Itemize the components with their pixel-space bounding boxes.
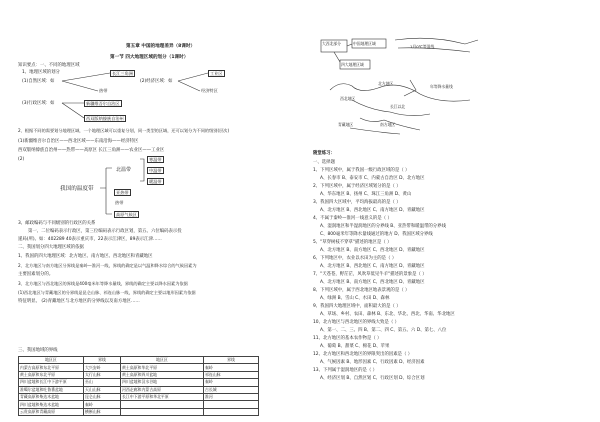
table-header: 地区区 [19, 357, 84, 364]
table-cell: 四川盆地和汉水谷地 [121, 379, 204, 386]
question: 10、北方地区与西北地区的界线大致是（ ） [313, 320, 400, 325]
table-cell: 昆仑山脉 [84, 393, 121, 400]
table-cell: 太行山脉 [84, 371, 121, 378]
q3-text2: 递局(所)。如：402289 40表示重庆市，22表示江津区，89表示江津…… [18, 237, 162, 242]
table-title: 三、我国地域的界线 [18, 348, 58, 353]
question: 6、下列地区中，农业以水田为主的是（ ） [313, 256, 397, 261]
question-options: A、湿润地区和半湿润地区的分界线 B、亚热带和暖温带的分界线 [320, 224, 446, 229]
question: 11、北方地区的基本农作物是（ ） [313, 336, 382, 341]
question-options: C、800毫米年等降水量线通过的地方 D、我国区域分界线 [320, 232, 433, 237]
knowledge-heading: 知识要点：一、不同的地理区域 [18, 63, 80, 68]
box-industrial: 工业区 [210, 71, 223, 76]
question-options: A、第一、二、三、四 B、第二、四 C、第五、六 D、第七、八位 [320, 328, 447, 333]
q4-title: 二、我国划分四大地理区域的依据 [18, 245, 84, 250]
table-cell: 黄土高原和东北平原 [19, 371, 84, 378]
q1-natural: (1)自然区域：如 [22, 79, 55, 84]
table-cell: 长江中下游平原和华北平原 [121, 393, 204, 400]
table-cell: 秦岭 [204, 379, 259, 386]
map-label: 中国地理区域 [353, 41, 376, 46]
zone-cold-temperate: 寒温带 [149, 157, 162, 162]
q2-text: 2、根据不同的需要划分地理区域，一个地理区域可以重复分划，同一类型的区域，还可以划分为不同的级别(层次) [18, 128, 230, 133]
question: 8、下列区域中，属于西北地区地表景观的是（ ） [313, 288, 410, 293]
zone-mid-temperate: 中温带 [149, 168, 162, 173]
q3-text1: 第一、二位编码表示行政区，第三位编码表示行政区划，第五、六位编码表示投 [28, 229, 182, 234]
zone-warm-temperate: 暖温带 [149, 179, 162, 184]
question: 7、"天苍苍，野茫茫，风吹草低见牛羊"描述的景象是（ ） [313, 272, 427, 277]
q3-title: 3、邮政编码与不同级别的行政区的关系 [18, 221, 96, 226]
table-cell: 古长城 [204, 386, 259, 393]
table-cell: 河西走廊和内蒙古高原 [121, 386, 204, 393]
table-cell: 四川盆地和长江中下游平原 [19, 379, 84, 386]
zone-plateau: 高原气候区 [116, 212, 137, 217]
table-cell: 准噶尔盆地和吐鲁番盆地 [19, 386, 84, 393]
table-cell: 大兴安岭 [84, 364, 121, 371]
table-header: 界线 [204, 357, 259, 364]
q4-line2: 2、北方地区与南方地区分界线是秦岭—淮河一线，界线的确定是以气温和降水综合的气候因素为 [18, 263, 197, 268]
table-cell: 秦岭 [84, 401, 121, 408]
practice-title: 随堂练习： [313, 151, 335, 156]
question: 13、下列属于湿润地区的是（ ） [313, 368, 378, 373]
table-cell: 四川盆地和柴达木盆地 [19, 401, 84, 408]
map-label: 年等降水量线 [430, 84, 453, 89]
box-xishuangbanna: 西双版纳傣族自治州 [86, 116, 124, 121]
north-temperate-label: 北温带 [116, 167, 132, 173]
q1-admin: (3)行政区域：如 [22, 101, 55, 106]
question-options: A、绿洲 B、雪山 C、水田 D、森林 [320, 296, 390, 301]
chapter-title: 第五章 中国的地理差异（8课时） [126, 44, 196, 49]
table-cell: 黄土高原和四川盆地 [121, 371, 204, 378]
q4-line4: 3、北方地区与西北地区的界线是400毫米年等降水量线，界线的确定主要以降水因素为依据 [18, 281, 188, 286]
map-label: 南方地区 [380, 122, 396, 127]
table-cell: 内蒙古高原和东北平原 [19, 364, 84, 371]
table-header: 界线 [84, 357, 121, 364]
question-options: A、气候因素 B、地形因素 C、行政因素 D、经济因素 [320, 360, 425, 365]
question-options: A、北方地区 B、南方地区 C、西北地区 D、青藏地区 [320, 248, 425, 253]
question: 1、下列区域中，属于我国一级行政区域的是（ ） [313, 168, 410, 173]
q4-line5: (1)西北地区与青藏地区的分界线是昆仑山脉、祁连山脉一线，界线的确定主要以地形因素为依据 [18, 290, 196, 295]
question-options: A、北方地区 B、南方地区 C、西北地区 D、青藏地区 [320, 280, 425, 285]
question: 9、我国四大地理区域中，面积最大的是（ ） [313, 304, 401, 309]
table-cell: 天山山脉 [84, 386, 121, 393]
question: 3、我国四大区域中，平均海拔最高的是（ ） [313, 200, 401, 205]
question: 12、北方地区和西北地区的界限突出的因素是（ ） [313, 352, 413, 357]
box-changjiang: 长江三角洲 [112, 71, 133, 76]
q2-line2: 西双版纳傣族自治州——热带——高原区 长江三角洲——农业区——工业区 [18, 148, 165, 153]
table-cell: 祁连山脉 [204, 371, 259, 378]
zone-subtropical: 亚热带 [116, 190, 129, 195]
q4-line6: 特征明显。 (2)青藏地区与北方地区的分界线以及南方地区…… [18, 299, 140, 304]
question-options: A、草场、乡村、农田、森林 B、东北、华北、西北、华南、华北地区 [320, 312, 455, 317]
table-cell: 秦岭 [204, 364, 259, 371]
question-options: A、葡萄 B、甜菜 C、棉花 D、苹果 [320, 344, 390, 349]
map-label: 青藏地区 [338, 122, 354, 127]
question-options: A、经济区划 B、自然区划 C、行政区划 D、综合区划 [320, 376, 425, 381]
section-choice-title: 一、选择题 [313, 160, 335, 165]
map-label: 北方地区 [378, 81, 394, 86]
question: 2、下列区域中，属于经济区域划分的是（ ） [313, 184, 401, 189]
box-economic-zone: 经济特区 [201, 88, 218, 93]
table-cell: 巫山 [84, 379, 121, 386]
temperature-zone-label: 我国的温度带 [60, 186, 94, 192]
map-label: 长江以北 [390, 104, 406, 109]
question-options: A、北方地区 B、西北地区 C、南方地区 D、青藏地区 [320, 208, 425, 213]
q1-title: 1、地理区域的划分 [22, 70, 60, 75]
table-header: 地区区 [121, 357, 204, 364]
q4-line1: 1、我国的四大地理区域：北方地区、南方地区、西北地区和青藏地区 [18, 254, 153, 259]
table-cell: 黄土高原和华北平原 [121, 364, 204, 371]
question-options: A、长春市 B、泰安市 C、内蒙古自治区 D、北方地区 [320, 176, 425, 181]
table-cell: 淮河 [204, 393, 259, 400]
question: 5、"草穿树枝不穿草"描述的地区是（ ） [313, 240, 392, 245]
question-options: A、北方地区 B、西北地区 C、南方地区 D、青藏地区 [320, 264, 425, 269]
question: 4、不属于秦岭—淮河一线意义的是（ ） [313, 216, 392, 221]
map-label: 西北地区 [340, 96, 356, 101]
section-title: 第一节 四大地理区域的划分（1课时） [110, 55, 189, 60]
zone-tropical: 热带 [115, 200, 124, 205]
map-label: 大西北部分 [322, 41, 341, 46]
map-label: 四大地理区域 [341, 62, 364, 67]
table-cell: 云贵高原和青藏高原 [19, 408, 84, 415]
map-label: 1月0℃等温线 [410, 44, 435, 49]
q1-economic: (2)经济区域：如 [140, 79, 173, 84]
table-cell: 横断山脉 [84, 408, 121, 415]
q2-line3: (2) [18, 157, 25, 162]
question-options: A、华东地区 B、扬州 C、珠江三角洲 D、黄山 [320, 192, 412, 197]
table-cell: 青藏高原和柴达木盆地 [19, 393, 84, 400]
q4-line3: 主要因素划分的。 [18, 272, 54, 277]
box-tropical: 热带 [99, 88, 108, 93]
box-xinjiang: 新疆维吾尔自治区 [86, 101, 120, 106]
q2-line1: (1)新疆维吾尔自治区——西北区域——东南沿海——经济特区 [18, 139, 139, 144]
